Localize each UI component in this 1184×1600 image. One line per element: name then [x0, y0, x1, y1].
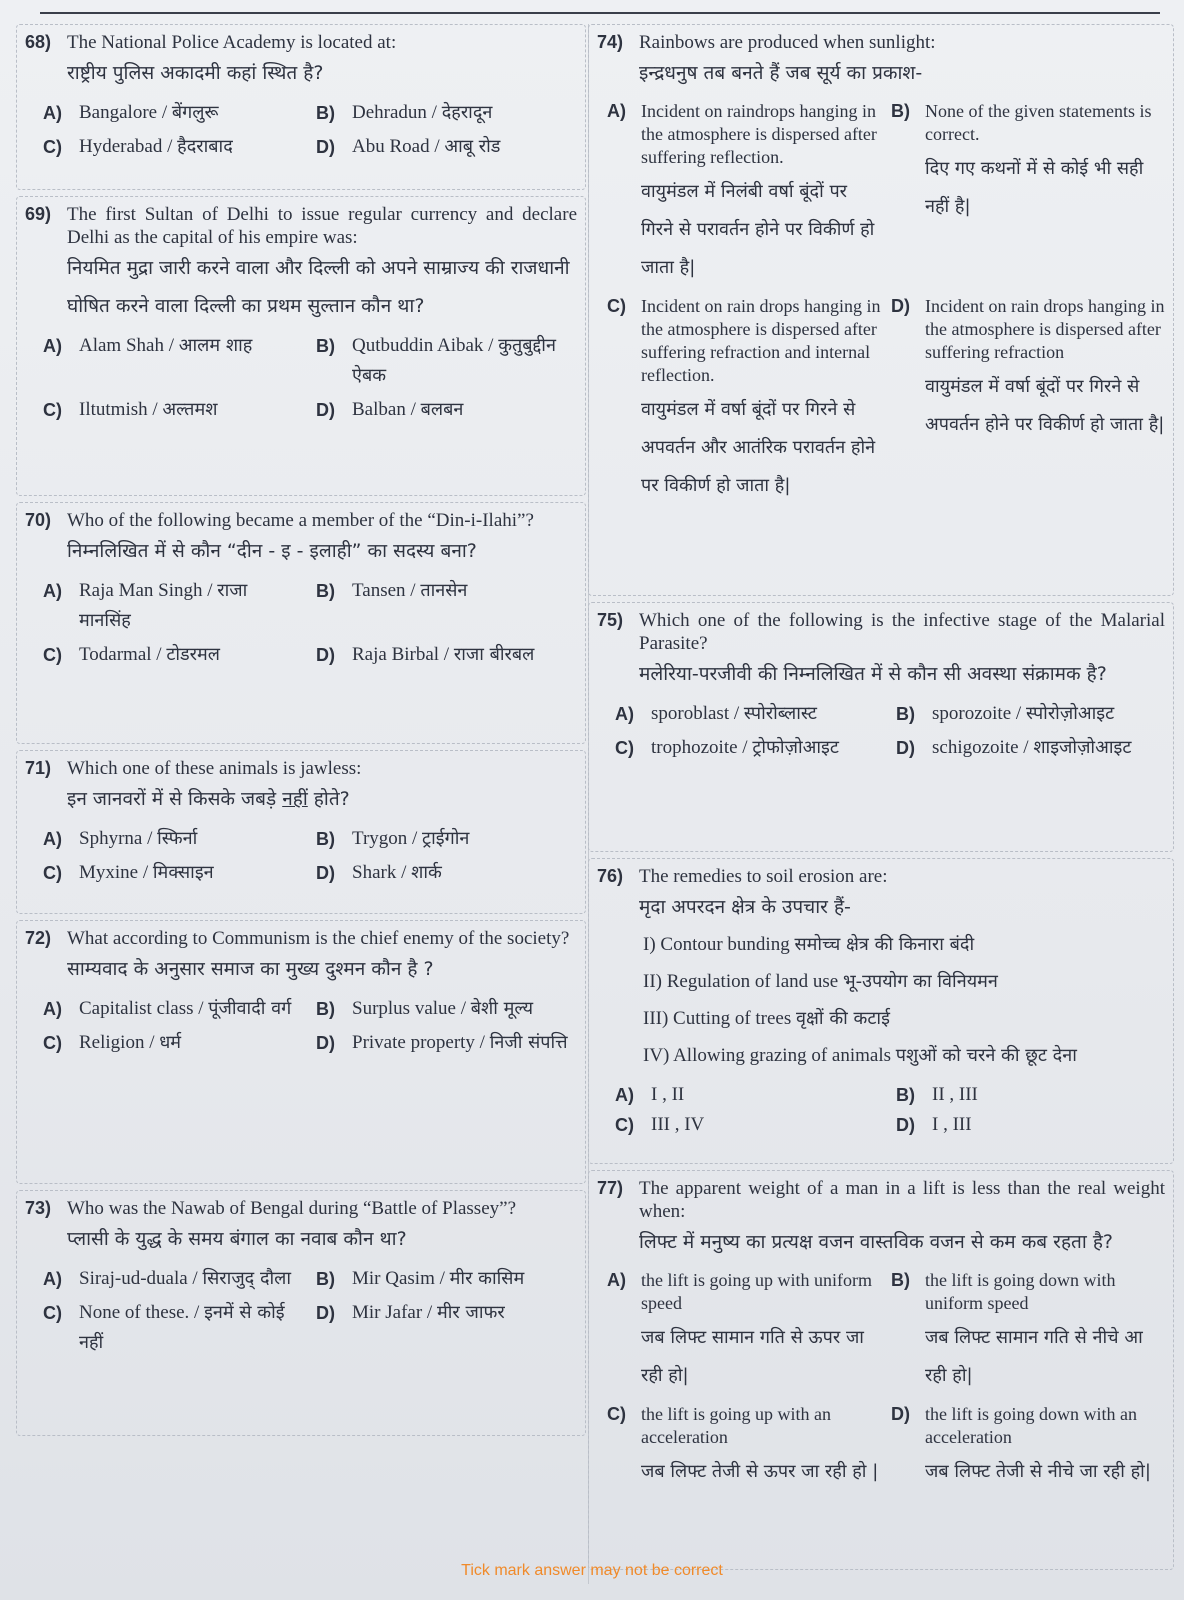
option-c[interactable]: C) Incident on rain drops hanging in the atmosphere is dispersed after suffering refraction and internal reflection. वायुमंडल में वर्षा बूंदों पर गिरने से अपवर्तन और आतंरिक परावर्तन होने पर विकीर्ण हो जाता है|: [607, 296, 881, 496]
question-text-en: Rainbows are produced when sunlight:: [639, 32, 936, 53]
question-text-hi: राष्ट्रीय पुलिस अकादमी कहां स्थित है?: [67, 62, 324, 84]
question-text-hi: प्लासी के युद्ध के समय बंगाल का नवाब कौन था?: [67, 1228, 407, 1250]
option-d[interactable]: D) Mir Jafar / मीर जाफर: [316, 1302, 505, 1323]
question-70: [16, 502, 586, 744]
emphasis-underline: नहीं: [282, 788, 308, 810]
question-text-en: What according to Communism is the chief enemy of the society?: [67, 928, 570, 949]
question-text-en: The remedies to soil erosion are:: [639, 866, 888, 887]
question-74: [588, 24, 1174, 596]
question-text-hi: मलेरिया-परजीवी की निम्नलिखित में से कौन सी अवस्था संक्रामक है?: [639, 663, 1107, 685]
statement-1: I) Contour bunding समोच्च क्षेत्र की किनारा बंदी: [643, 934, 975, 955]
question-text-hi: मृदा अपरदन क्षेत्र के उपचार हैं-: [639, 896, 851, 918]
option-a[interactable]: A) the lift is going up with uniform speed जब लिफ्ट सामान गति से ऊपर जा रही हो|: [607, 1270, 872, 1386]
question-text-hi: लिफ्ट में मनुष्य का प्रत्यक्ष वजन वास्तविक वजन से कम कब रहता है?: [639, 1231, 1113, 1253]
question-number: 72): [25, 928, 52, 948]
option-b[interactable]: B) Qutbuddin Aibak / कुतुबुद्दीन ऐबक: [316, 335, 556, 386]
option-a[interactable]: A) Sphyrna / स्फिर्ना: [43, 828, 198, 849]
option-a[interactable]: A) Raja Man Singh / राजा मानसिंह: [43, 580, 248, 631]
question-number: 70): [25, 510, 52, 530]
option-b[interactable]: B) Trygon / ट्राईगोन: [316, 828, 470, 849]
option-c[interactable]: C) trophozoite / ट्रोफोज़ोआइट: [615, 737, 839, 758]
option-b[interactable]: B) None of the given statements is correct. दिए गए कथनों में से कोई भी सही नहीं है|: [891, 101, 1152, 217]
question-text-en: The first Sultan of Delhi to issue regular currency and declare Delhi as the capital of his empire was:: [67, 204, 577, 248]
option-a[interactable]: A) Alam Shah / आलम शाह: [43, 335, 253, 356]
option-d[interactable]: D) Private property / निजी संपत्ति: [316, 1032, 568, 1053]
option-c[interactable]: C) Iltutmish / अल्तमश: [43, 399, 218, 420]
option-a[interactable]: A) Bangalore / बेंगलुरू: [43, 102, 219, 123]
option-b[interactable]: B) Surplus value / बेशी मूल्य: [316, 998, 534, 1019]
right-column: [588, 24, 1174, 1576]
option-c[interactable]: C) None of these. / इनमें से कोई नहीं: [43, 1302, 285, 1353]
question-72: [16, 920, 586, 1184]
option-b[interactable]: B) II , III: [896, 1084, 978, 1105]
option-b[interactable]: B) Tansen / तानसेन: [316, 580, 468, 601]
option-c[interactable]: C) the lift is going up with an acceleration जब लिफ्ट तेजी से ऊपर जा रही हो |: [607, 1404, 879, 1482]
question-73: [16, 1190, 586, 1436]
option-a[interactable]: A) sporoblast / स्पोरोब्लास्ट: [615, 703, 817, 724]
top-rule: [40, 12, 1160, 14]
left-column: [16, 24, 586, 1442]
option-d[interactable]: D) Shark / शार्क: [316, 862, 442, 883]
question-text-hi: इन्द्रधनुष तब बनते हैं जब सूर्य का प्रकाश-: [639, 62, 923, 84]
option-d[interactable]: D) Raja Birbal / राजा बीरबल: [316, 644, 535, 665]
question-text-hi: साम्यवाद के अनुसार समाज का मुख्य दुश्मन कौन है ?: [67, 958, 434, 980]
question-69: [16, 196, 586, 496]
question-number: 75): [597, 610, 624, 630]
option-b[interactable]: B) the lift is going down with uniform speed जब लिफ्ट सामान गति से नीचे आ रही हो|: [891, 1270, 1143, 1386]
question-number: 77): [597, 1178, 624, 1198]
question-number: 73): [25, 1198, 52, 1218]
question-number: 71): [25, 758, 52, 778]
question-text-en: The apparent weight of a man in a lift is less than the real weight when:: [639, 1178, 1165, 1222]
question-number: 76): [597, 866, 624, 886]
option-d[interactable]: D) Balban / बलबन: [316, 399, 464, 420]
question-text-en: Who of the following became a member of the “Din-i-Ilahi”?: [67, 510, 534, 531]
option-c[interactable]: C) Religion / धर्म: [43, 1032, 182, 1053]
statement-2: II) Regulation of land use भू-उपयोग का विनियमन: [643, 971, 998, 992]
statement-3: III) Cutting of trees वृक्षों की कटाई: [643, 1008, 890, 1029]
option-d[interactable]: D) Abu Road / आबू रोड: [316, 136, 501, 157]
option-b[interactable]: B) Dehradun / देहरादून: [316, 102, 493, 123]
question-text-hi: इन जानवरों में से किसके जबड़े नहीं होते?: [67, 788, 350, 810]
statement-4: IV) Allowing grazing of animals पशुओं को चरने की छूट देना: [643, 1045, 1077, 1066]
option-c[interactable]: C) III , IV: [615, 1114, 705, 1135]
question-75: [588, 602, 1174, 852]
option-d[interactable]: D) I , III: [896, 1114, 972, 1135]
option-a[interactable]: A) Capitalist class / पूंजीवादी वर्ग: [43, 998, 292, 1019]
option-a[interactable]: A) I , II: [615, 1084, 685, 1105]
question-text-en: Which one of the following is the infective stage of the Malarial Parasite?: [639, 610, 1165, 654]
question-text-en: The National Police Academy is located at:: [67, 32, 397, 53]
question-number: 74): [597, 32, 624, 52]
question-number: 68): [25, 32, 52, 52]
watermark-note: Tick mark answer may not be correct: [461, 1562, 723, 1579]
option-d[interactable]: D) the lift is going down with an acceleration जब लिफ्ट तेजी से नीचे जा रही हो|: [891, 1404, 1151, 1482]
question-number: 69): [25, 204, 52, 224]
question-77: [588, 1170, 1174, 1570]
question-76: [588, 858, 1174, 1164]
option-b[interactable]: B) Mir Qasim / मीर कासिम: [316, 1268, 525, 1289]
option-c[interactable]: C) Todarmal / टोडरमल: [43, 644, 221, 665]
option-c[interactable]: C) Hyderabad / हैदराबाद: [43, 136, 233, 157]
question-68: [16, 24, 586, 190]
question-text-en: Which one of these animals is jawless:: [67, 758, 362, 779]
option-c[interactable]: C) Myxine / मिक्साइन: [43, 862, 214, 883]
question-text-hi: निम्नलिखित में से कौन “दीन - इ - इलाही” का सदस्य बना?: [67, 540, 477, 562]
question-text-hi: नियमित मुद्रा जारी करने वाला और दिल्ली को अपने साम्राज्य की राजधानी घोषित करने वाला दिल्ली का प्रथम सुल्तान कौन था?: [67, 257, 570, 317]
option-d[interactable]: D) schigozoite / शाइजोज़ोआइट: [896, 737, 1132, 758]
option-d[interactable]: D) Incident on rain drops hanging in the atmosphere is dispersed after suffering refraction वायुमंडल में वर्षा बूंदों पर गिरने से अपवर्तन होने पर विकीर्ण हो जाता है|: [891, 296, 1165, 435]
option-b[interactable]: B) sporozoite / स्पोरोज़ोआइट: [896, 703, 1115, 724]
option-a[interactable]: A) Siraj-ud-duala / सिराजुद् दौला: [43, 1268, 292, 1289]
question-text-en: Who was the Nawab of Bengal during “Battle of Plassey”?: [67, 1198, 517, 1219]
option-a[interactable]: A) Incident on raindrops hanging in the atmosphere is dispersed after suffering reflection. वायुमंडल में निलंबी वर्षा बूंदों पर गिरने से परावर्तन होने पर विकीर्ण हो जाता है|: [607, 101, 877, 278]
question-71: [16, 750, 586, 914]
